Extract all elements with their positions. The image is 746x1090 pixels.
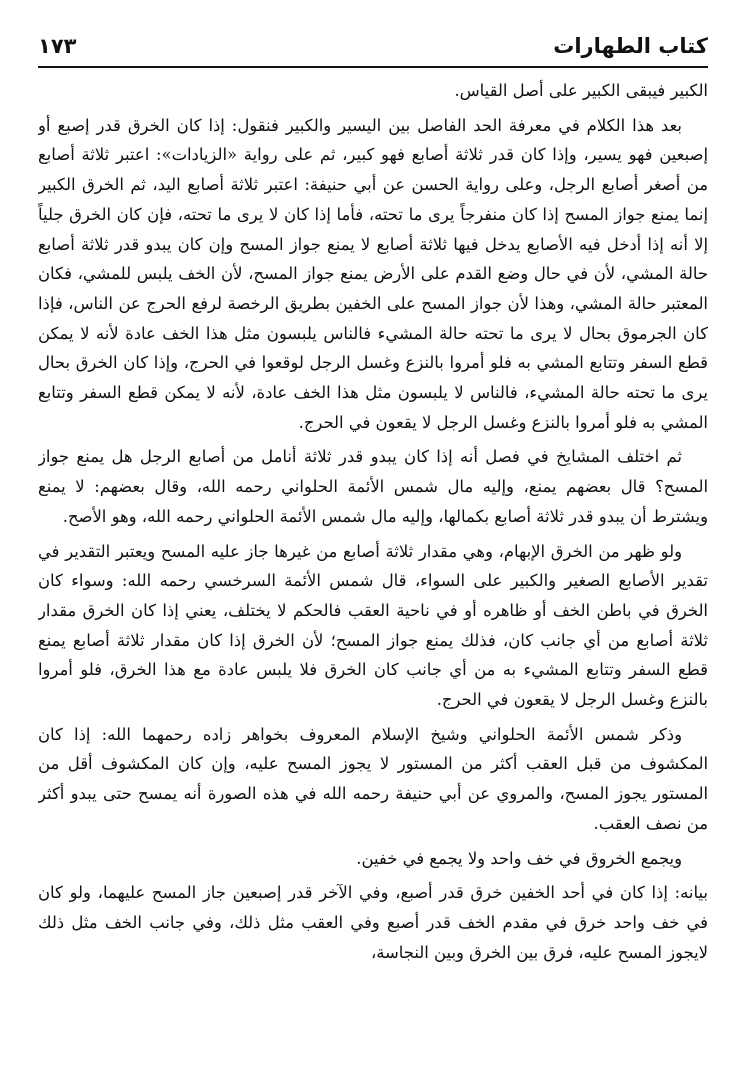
body-text (38, 76, 708, 1084)
paragraph-2: بعد هذا الكلام في معرفة الحد الفاصل بين اليسير والكبير فنقول: إذا كان الخرق قدر إصبع أو إصبعين فهو يسير، وإذا كان قدر ثلاثة أصابع فهو كبير، ثم على رواية «الزيادات»: اعتبر ثلاثة أصابع من أصغر أصابع الرجل، وعلى رواية الحسن عن أبي حنيفة: اعتبر ثلاثة أصابع اليد، ثم الخرق الكبير إنما يمنع جواز المسح إذا كان منفرجاً يرى ما تحته، فأما إذا كان لا يرى ما تحته، فإن كان الخرق جلياً إلا أنه إذا أدخل فيه الأصابع يدخل فيها ثلاثة أصابع لا يمنع جواز المسح وإن كان يبدو قدر ثلاثة أصابع حالة المشي، لأن في حال وضع القدم على الأرض يمنع جواز المسح، لأن الخف يلبس للمشي، فكان المعتبر حالة المشي، وهذا لأن جواز المسح على الخفين بطريق الرخصة لرفع الحرج عن الناس، فإذا كان الجرموق بحال لا يرى ما تحته حالة المشيء فالناس يلبسون مثل هذا الخف عادة لأنه لا يمكن قطع السفر وتتابع المشي به فلو أمروا بالنزع وغسل الرجل لوقعوا في الحرج، وإذا كان الخرق بحال يرى ما تحته حالة المشيء، فالناس لا يلبسون مثل هذا الخف عادة، لأنه لا يمكن قطع السفر وتتابع المشي به فلو أمروا بالنزع وغسل الرجل لا يقعون في الحرج. (38, 115, 708, 432)
paragraph-7: بيانه: إذا كان في أحد الخفين خرق قدر أصبع، وفي الآخر قدر إصبعين جاز المسح عليهما، ولو كان في خف واحد خرق في مقدم الخف قدر أصبع وفي العقب مثل ذلك، وفي جانب الخف مثل ذلك لايجوز المسح عليه، فرق بين الخرق وبين النجاسة، (38, 883, 708, 962)
paragraph-1: الكبير فيبقى الكبير على أصل القياس. (454, 81, 708, 100)
paragraph-4: ولو ظهر من الخرق الإبهام، وهي مقدار ثلاثة أصابع من غيرها جاز عليه المسح ويعتبر التقدير في تقدير الأصابع الصغير والكبير على السواء، قال شمس الأئمة السرخسي رحمه الله: وسواء كان الخرق في باطن الخف أو ظاهره أو في ناحية العقب فالحكم لا يختلف، يعني إذا كان الخرق مقدار ثلاثة أصابع من أي جانب كان، فذلك يمنع جواز المسح؛ لأن الخرق إذا كان مقدار ثلاثة أصابع يمنع قطع السفر وتتابع المشيء به من أي جانب كان الخرق فلا يلبس عادة مع هذا الخرق، فلو أمروا بالنزع وغسل الرجل لا يقعون في الحرج. (38, 541, 708, 710)
paragraph-5: وذكر شمس الأئمة الحلواني وشيخ الإسلام المعروف بخواهر زاده رحمهما الله: إذا كان المكشوف من قبل العقب أكثر من المستور لا يجوز المسح عليه، وإن كان المكشوف أقل من المستور يجوز المسح، والمروي عن أبي حنيفة رحمه الله في هذه الصورة أنه يمسح حتى يبدو أكثر من نصف العقب. (38, 724, 708, 833)
header-rule (38, 66, 708, 68)
page-header (38, 30, 708, 62)
running-title: كتاب الطهارات (553, 34, 708, 58)
paragraph-6: ويجمع الخروق في خف واحد ولا يجمع في خفين. (356, 848, 682, 868)
paragraph-3: ثم اختلف المشايخ في فصل أنه إذا كان يبدو قدر ثلاثة أنامل من أصابع الرجل هل يمنع جواز المسح؟ قال بعضهم يمنع، وإليه مال شمس الأئمة الحلواني رحمه الله، وقال بعضهم: لا يمنع ويشترط أن يبدو قدر ثلاثة أصابع بكمالها، وإليه مال شمس الأئمة الحلواني رحمه الله، وهو الأصح. (38, 447, 708, 526)
page-number: ١٧٣ (38, 34, 77, 58)
